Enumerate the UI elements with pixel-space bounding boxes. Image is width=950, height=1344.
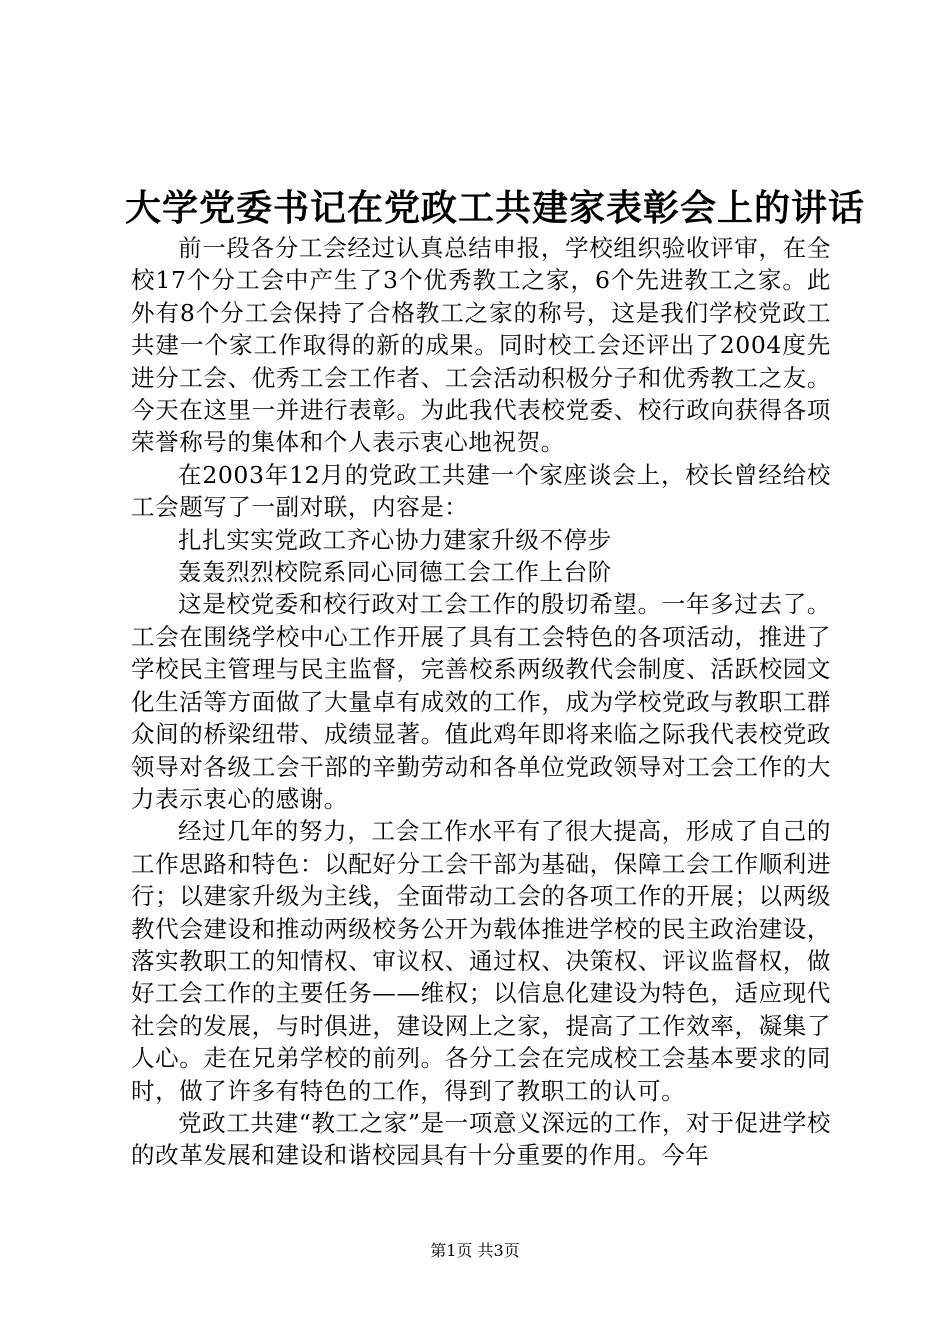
document-body — [131, 232, 831, 1172]
page-indicator: 第1页 共3页 — [430, 1241, 520, 1260]
couplet-line-lower: 轰轰烈烈校院系同心同德工会工作上台阶 — [178, 558, 612, 587]
paragraph-work-features: 经过几年的努力，工会工作水平有了很大提高，形成了自己的工作思路和特色：以配好分工会干部为基础，保障工会工作顺利进行；以建家升级为主线，全面带动工会的各项工作的开展；以两级教代会建设和推动两级校务公开为载体推进学校的民主政治建设，落实教职工的知情权、审议权、通过权、决策权、评议监督权，做好工会工作的主要任务——维权；以信息化建设为特色，适应现代社会的发展，与时俱进，建设网上之家，提高了工作效率，凝集了人心。走在兄弟学校的前列。各分工会在完成校工会基本要求的同时，做了许多有特色的工作，得到了教职工的认可。 — [131, 817, 831, 1105]
paragraph-couplet-context: 在2003年12月的党政工共建一个家座谈会上，校长曾经给校工会题写了一副对联，内容是： — [131, 460, 831, 522]
paragraph-intro: 前一段各分工会经过认真总结申报，学校组织验收评审，在全校17个分工会中产生了3个优秀教工之家，6个先进教工之家。此外有8个分工会保持了合格教工之家的称号，这是我们学校党政工共建一个家工作取得的新的成果。同时校工会还评出了2004度先进分工会、优秀工会工作者、工会活动积极分子和优秀教工之友。今天在这里一并进行表彰。为此我代表校党委、校行政向获得各项荣誉称号的集体和个人表示衷心地祝贺。 — [131, 234, 831, 457]
document-title: 大学党委书记在党政工共建家表彰会上的讲话 — [125, 188, 866, 229]
couplet-line-upper: 扎扎实实党政工齐心协力建家升级不停步 — [178, 525, 612, 554]
paragraph-significance: 党政工共建“教工之家”是一项意义深远的工作，对于促进学校的改革发展和建设和谐校园具有十分重要的作用。今年 — [131, 1108, 831, 1170]
paragraph-achievements: 这是校党委和校行政对工会工作的殷切希望。一年多过去了。工会在围绕学校中心工作开展了具有工会特色的各项活动，推进了学校民主管理与民主监督，完善校系两级教代会制度、活跃校园文化生活等方面做了大量卓有成效的工作，成为学校党政与教职工群众间的桥梁纽带、成绩显著。值此鸡年即将来临之际我代表校党政领导对各级工会干部的辛勤劳动和各单位党政领导对工会工作的大力表示衷心的感谢。 — [131, 590, 831, 813]
